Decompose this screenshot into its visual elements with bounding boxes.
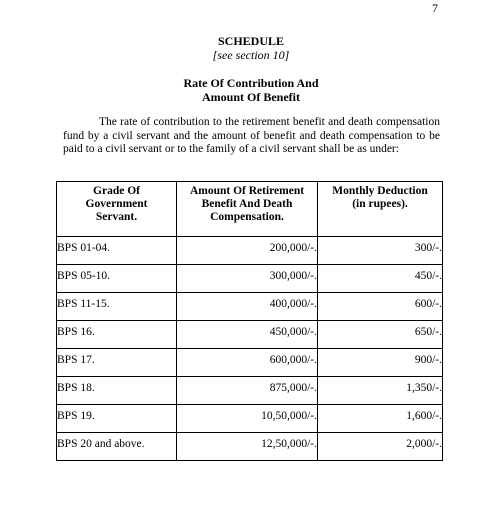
header-line: Amount Of Retirement [189, 185, 305, 197]
document-title: SCHEDULE [217, 34, 285, 48]
grade-cell: BPS 11-15. [57, 293, 177, 321]
page-number: 7 [432, 1, 438, 15]
amount-cell: 450,000/-. [177, 321, 318, 349]
amount-cell: 600,000/-. [177, 349, 318, 377]
deduction-cell: 600/-. [318, 293, 443, 321]
intro-paragraph: The rate of contribution to the retirement benefit and death compensation fund by a civil servant and the amount of benefit and death compensation to be paid to a civil servant or to the family of a civil servant shall be as under: [63, 116, 440, 155]
header-line: Servant. [95, 211, 138, 223]
header-grade [57, 182, 177, 237]
table-row [57, 377, 443, 405]
heading-line-1: Rate Of Contribution And [183, 76, 319, 90]
heading-line-2: Amount Of Benefit [202, 90, 300, 104]
grade-cell: BPS 16. [57, 321, 177, 349]
deduction-cell: 900/-. [318, 349, 443, 377]
amount-cell: 12,50,000/-. [177, 433, 318, 461]
table-row [57, 265, 443, 293]
amount-cell: 200,000/-. [177, 237, 318, 265]
header-deduction [318, 182, 443, 237]
header-line: Grade Of [93, 185, 140, 197]
table-row [57, 433, 443, 461]
deduction-cell: 2,000/-. [318, 433, 443, 461]
deduction-cell: 1,350/-. [318, 377, 443, 405]
header-line: Compensation. [210, 211, 284, 223]
grade-cell: BPS 18. [57, 377, 177, 405]
table-row [57, 293, 443, 321]
header-line: Government [85, 198, 148, 210]
grade-cell: BPS 17. [57, 349, 177, 377]
table-row [57, 237, 443, 265]
amount-cell: 300,000/-. [177, 265, 318, 293]
header-amount [177, 182, 318, 237]
section-reference: [see section 10] [212, 48, 290, 62]
deduction-cell: 450/-. [318, 265, 443, 293]
grade-cell: BPS 05-10. [57, 265, 177, 293]
schedule-table [56, 181, 443, 461]
grade-cell: BPS 19. [57, 405, 177, 433]
deduction-cell: 650/-. [318, 321, 443, 349]
grade-cell: BPS 01-04. [57, 237, 177, 265]
header-line: (in rupees). [352, 198, 408, 210]
header-line: Monthly Deduction [332, 185, 428, 197]
table-row [57, 405, 443, 433]
header-line: Benefit And Death [201, 198, 293, 210]
table-row [57, 321, 443, 349]
deduction-cell: 300/-. [318, 237, 443, 265]
grade-cell: BPS 20 and above. [57, 433, 177, 461]
table-row [57, 349, 443, 377]
amount-cell: 400,000/-. [177, 293, 318, 321]
table-header-row [57, 182, 443, 237]
amount-cell: 875,000/-. [177, 377, 318, 405]
amount-cell: 10,50,000/-. [177, 405, 318, 433]
deduction-cell: 1,600/-. [318, 405, 443, 433]
